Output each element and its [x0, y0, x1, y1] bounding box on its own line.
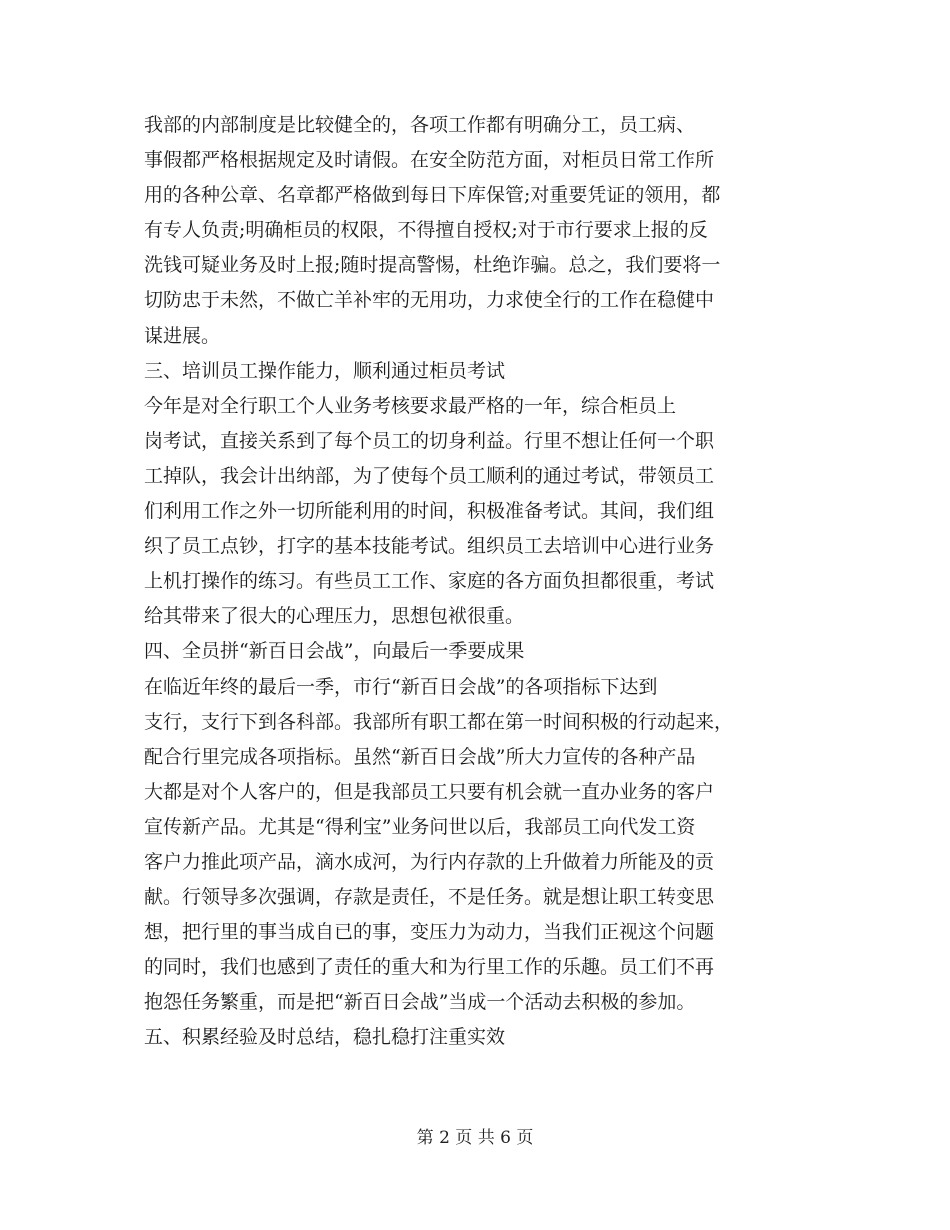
text-line: 用的各种公章、名章都严格做到每日下库保管;对重要凭证的领用，都: [144, 184, 721, 207]
text-line: 工掉队，我会计出纳部，为了使每个员工顺利的通过考试，带领员工: [144, 464, 715, 487]
text-line: 给其带来了很大的心理压力，思想包袱很重。: [144, 605, 525, 628]
text-line: 事假都严格根据规定及时请假。在安全防范方面，对柜员日常工作所: [144, 149, 715, 172]
text-line: 抱怨任务繁重，而是把“新百日会战”当成一个活动去积极的参加。: [144, 991, 696, 1014]
text-line: 的同时，我们也感到了责任的重大和为行里工作的乐趣。员工们不再: [144, 956, 715, 979]
text-line: 们利用工作之外一切所能利用的时间，积极准备考试。其间，我们组: [144, 500, 715, 523]
text-line: 献。行领导多次强调，存款是责任，不是任务。就是想让职工转变思: [144, 886, 715, 909]
document-body: [144, 108, 804, 1056]
text-line: 大都是对个人客户的，但是我部员工只要有机会就一直办业务的客户: [144, 780, 715, 803]
text-line: 洗钱可疑业务及时上报;随时提高警惕，杜绝诈骗。总之，我们要将一: [144, 254, 721, 277]
section-heading-5: 五、积累经验及时总结，稳扎稳打注重实效: [144, 1026, 506, 1049]
text-line: 岗考试，直接关系到了每个员工的切身利益。行里不想让任何一个职: [144, 429, 715, 452]
page-number-footer: 第 2 页 共 6 页: [416, 1128, 534, 1148]
section-heading-4: 四、全员拼“新百日会战”，向最后一季要成果: [144, 640, 525, 663]
text-line: 我部的内部制度是比较健全的，各项工作都有明确分工，员工病、: [144, 114, 696, 136]
text-line: 客户力推此项产品，滴水成河，为行内存款的上升做着力所能及的贡: [144, 850, 715, 873]
text-line: 上机打操作的练习。有些员工工作、家庭的各方面负担都很重，考试: [144, 570, 715, 593]
text-line: 织了员工点钞，打字的基本技能考试。组织员工去培训中心进行业务: [144, 535, 715, 558]
section-heading-3: 三、培训员工操作能力，顺利通过柜员考试: [144, 359, 506, 382]
text-line: 配合行里完成各项指标。虽然“新百日会战”所大力宣传的各种产品: [144, 745, 696, 768]
text-line: 今年是对全行职工个人业务考核要求最严格的一年，综合柜员上: [144, 394, 677, 417]
text-line: 切防忠于未然，不做亡羊补牢的无用功，力求使全行的工作在稳健中: [144, 289, 715, 312]
text-line: 想，把行里的事当成自已的事，变压力为动力，当我们正视这个问题: [144, 921, 715, 944]
text-line: 谋进展。: [144, 324, 221, 347]
text-line: 有专人负责;明确柜员的权限，不得擅自授权;对于市行要求上报的反: [144, 219, 708, 242]
text-line: 在临近年终的最后一季，市行“新百日会战”的各项指标下达到: [144, 675, 658, 698]
text-line: 宣传新产品。尤其是“得利宝”业务问世以后，我部员工向代发工资: [144, 815, 696, 838]
text-line: 支行，支行下到各科部。我部所有职工都在第一时间积极的行动起来，: [144, 710, 734, 733]
